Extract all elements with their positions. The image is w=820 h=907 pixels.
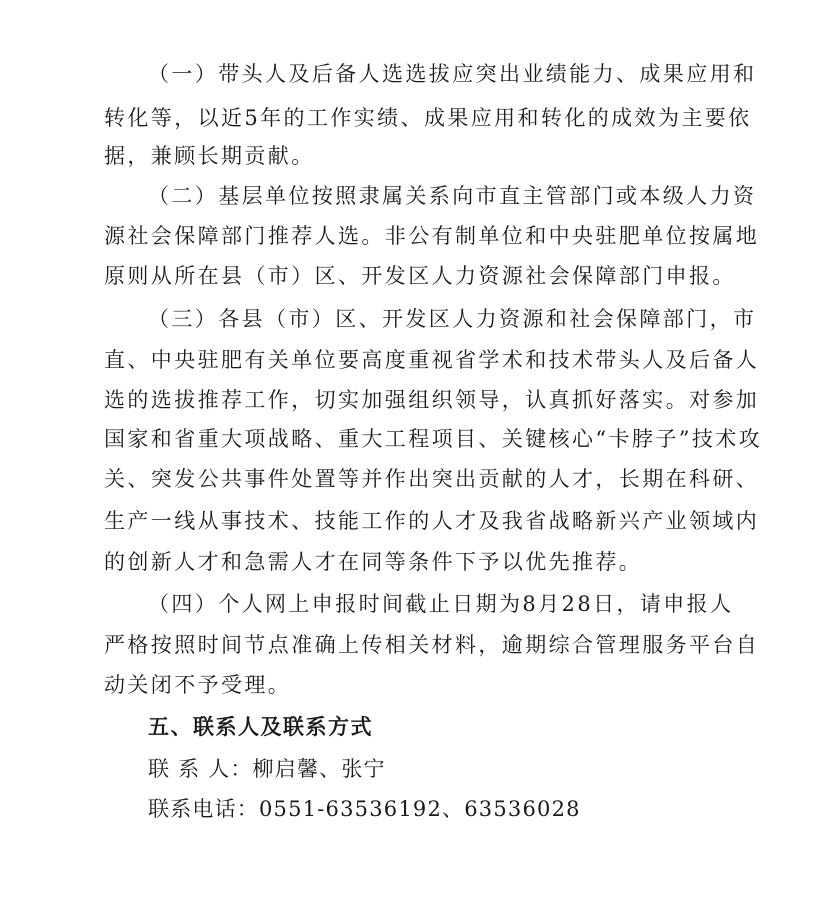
paragraph-3-line-3: 选的选拔推荐工作，切实加强组织领导，认真抓好落实。对参加 bbox=[104, 388, 760, 412]
paragraph-3-line-7: 的创新人才和急需人才在同等条件下予以优先推荐。 bbox=[104, 550, 643, 574]
paragraph-4-line-3: 动关闭不予受理。 bbox=[104, 673, 292, 697]
paragraph-2-line-3: 原则从所在县（市）区、开发区人力资源社会保障部门申报。 bbox=[104, 264, 736, 288]
paragraph-1-line-2: 转化等，以近5年的工作实绩、成果应用和转化的成效为主要依 bbox=[104, 106, 752, 130]
paragraph-3-line-4: 国家和省重大项战略、重大工程项目、关键核心“卡脖子”技术攻 bbox=[104, 427, 763, 451]
paragraph-4-line-1: （四）个人网上申报时间截止日期为8月28日，请申报人 bbox=[148, 592, 734, 616]
paragraph-1-line-3: 据，兼顾长期贡献。 bbox=[104, 144, 315, 168]
paragraph-4-line-2: 严格按照时间节点准确上传相关材料，逾期综合管理服务平台自 bbox=[104, 633, 760, 657]
paragraph-2-line-1: （二）基层单位按照隶属关系向市直主管部门或本级人力资 bbox=[148, 184, 757, 208]
paragraph-1-line-1: （一）带头人及后备人选选拔应突出业绩能力、成果应用和 bbox=[148, 62, 757, 86]
paragraph-2-line-2: 源社会保障部门推荐人选。非公有制单位和中央驻肥单位按属地 bbox=[104, 224, 760, 248]
paragraph-3-line-5: 关、突发公共事件处置等并作出突出贡献的人才，长期在科研、 bbox=[104, 467, 760, 491]
paragraph-3-line-2: 直、中央驻肥有关单位要高度重视省学术和技术带头人及后备人 bbox=[104, 348, 760, 372]
contact-person: 联 系 人：柳启馨、张宁 bbox=[148, 757, 386, 781]
contact-phone: 联系电话：0551-63536192、63536028 bbox=[148, 797, 581, 821]
section-heading: 五、联系人及联系方式 bbox=[148, 715, 373, 739]
paragraph-3-line-6: 生产一线从事技术、技能工作的人才及我省战略新兴产业领域内 bbox=[104, 509, 760, 533]
paragraph-3-line-1: （三）各县（市）区、开发区人力资源和社会保障部门，市 bbox=[148, 307, 757, 331]
